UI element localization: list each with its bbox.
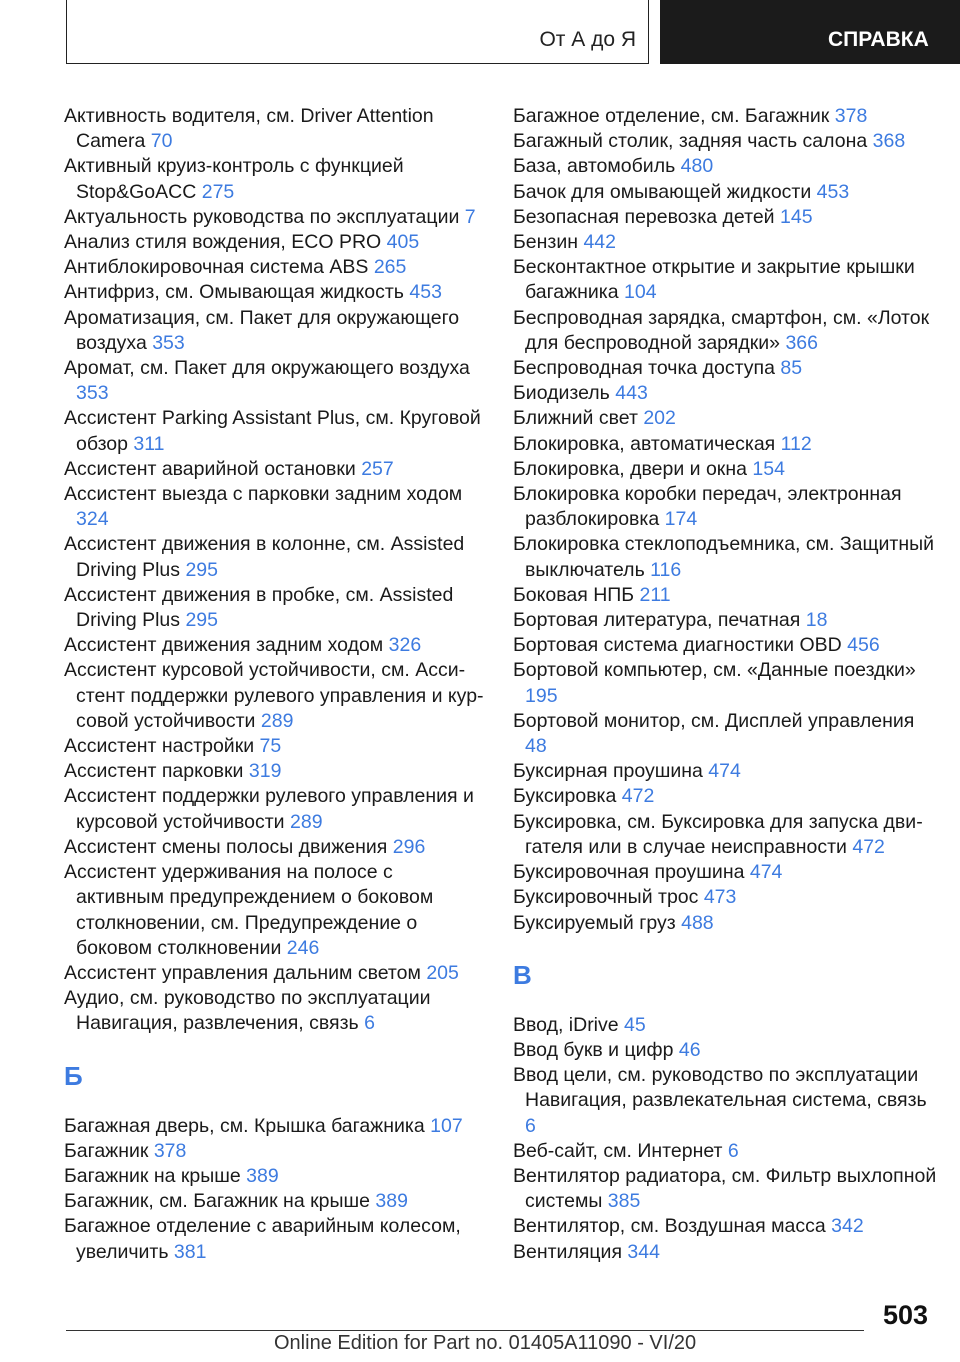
index-entry (513, 381, 938, 406)
page-reference-link[interactable]: 296 (392, 835, 426, 858)
page-reference-link[interactable]: 488 (681, 911, 714, 934)
page-reference-link[interactable]: 456 (847, 634, 880, 657)
page-reference-link[interactable]: 389 (375, 1190, 408, 1213)
index-entry (64, 457, 484, 482)
index-entry-term: Блокировка коробки передач, электронная разблокировка (513, 483, 902, 531)
index-entry (513, 457, 938, 482)
page-reference-link[interactable]: 472 (621, 785, 655, 808)
page-reference-link[interactable]: 116 (650, 558, 682, 581)
index-entry-term: Буксировочный трос (513, 886, 704, 909)
index-entry (513, 759, 938, 784)
index-entry-term: База, автомобиль (513, 155, 681, 178)
index-entry (513, 860, 938, 885)
index-entry (64, 986, 484, 1036)
page-reference-link[interactable]: 295 (185, 609, 218, 632)
page-reference-link[interactable]: 368 (872, 130, 906, 153)
index-entry-term: Бортовая система диагностики OBD (513, 634, 848, 657)
page-reference-link[interactable]: 202 (643, 407, 676, 430)
index-entry-term: Бензин (513, 231, 584, 254)
page-reference-link[interactable]: 85 (780, 357, 803, 380)
index-entry-term: Ассистент поддержки рулевого управления и курсовой устойчивости (64, 785, 474, 833)
index-entry (513, 583, 938, 608)
page-reference-link[interactable]: 480 (680, 155, 714, 178)
index-entry (513, 432, 938, 457)
index-entry (513, 1240, 938, 1265)
index-entry (513, 911, 938, 936)
page-reference-link[interactable]: 295 (185, 558, 218, 581)
index-entry (64, 784, 484, 834)
page-reference-link[interactable]: 48 (525, 735, 547, 758)
page-reference-link[interactable]: 326 (388, 634, 422, 657)
page-reference-link[interactable]: 473 (703, 886, 737, 909)
page-reference-link[interactable]: 246 (286, 936, 320, 959)
index-entry (64, 406, 484, 456)
index-entry (64, 1189, 484, 1214)
page-reference-link[interactable]: 265 (373, 256, 407, 279)
index-entry-term: Блокировка, двери и окна (513, 457, 753, 480)
index-entry (64, 104, 484, 154)
page-reference-link[interactable]: 289 (260, 709, 294, 732)
index-entry (513, 1038, 938, 1063)
index-entry-term: Ароматизация, см. Пакет для окружающего воздуха (64, 306, 460, 354)
page-reference-link[interactable]: 453 (816, 180, 850, 203)
page-reference-link[interactable]: 6 (364, 1012, 375, 1035)
header-chapter-title: СПРАВКА (828, 28, 929, 51)
index-entry (64, 532, 484, 582)
index-entry-term: Багажный столик, задняя часть салона (513, 130, 873, 153)
page-reference-link[interactable]: 107 (430, 1114, 463, 1137)
index-entry (513, 1013, 938, 1038)
index-entry (64, 835, 484, 860)
index-entry-term: Ассистент движения в пробке, см. Assisted Driving Plus (64, 583, 454, 632)
index-entry-term: Актуальность руководства по эксплуатации (64, 205, 465, 228)
index-entry-term: Биодизель (513, 382, 616, 405)
page-reference-link[interactable]: 472 (852, 835, 885, 858)
index-entry (513, 154, 938, 179)
page-reference-link[interactable]: 378 (834, 105, 868, 127)
index-entry (513, 1063, 938, 1139)
index-entry (513, 1139, 938, 1164)
page-reference-link[interactable]: 474 (749, 861, 783, 884)
index-entry-term: Ввод цели, см. руководство по эксплуатации Навигация, развлекательная система, связь (513, 1064, 927, 1112)
index-entry-term: Ввод букв и цифр (513, 1038, 679, 1061)
index-entry (64, 759, 484, 784)
index-entry (513, 482, 938, 532)
page-reference-link[interactable]: 154 (752, 457, 785, 480)
index-entry-term: Буксировка (513, 785, 622, 808)
page-reference-link[interactable]: 385 (607, 1190, 641, 1213)
index-entry-term: Блокировка стеклоподъемника, см. Защитный выключатель (513, 533, 935, 581)
header-chapter-tab (660, 0, 960, 64)
page-reference-link[interactable]: 6 (525, 1114, 536, 1137)
page-reference-link[interactable]: 75 (259, 735, 282, 758)
index-entry-term: Вентилятор радиатора, см. Фильтр выхлопной системы (513, 1164, 937, 1213)
index-entry-term: Багажник (64, 1139, 154, 1162)
index-entry-term: Аудио, см. руководство по эксплуатации Навигация, развлечения, связь (64, 987, 431, 1035)
index-entry (513, 1214, 938, 1239)
footer-edition-text: Online Edition for Part no. 01405A11090 - VI/20 (274, 1332, 697, 1354)
index-entry-term: Безопасная перевозка детей (513, 205, 780, 228)
header-section-title: От А до Я (539, 28, 636, 51)
page-reference-link[interactable]: 474 (708, 760, 741, 783)
index-entry-term: Беспроводная зарядка, смартфон, см. «Лоток для беспроводной зарядки» (513, 306, 930, 354)
section-letter-heading: Б (64, 1060, 83, 1091)
index-entry (513, 1164, 938, 1214)
index-entry (513, 784, 938, 809)
index-entry (64, 306, 484, 356)
index-entry-term: Багажная дверь, см. Крышка багажника (64, 1114, 431, 1137)
footer-divider (66, 1330, 864, 1331)
page-reference-link[interactable]: 195 (525, 684, 558, 707)
index-entry (513, 255, 938, 305)
page-reference-link[interactable]: 7 (464, 205, 476, 228)
index-entry-term: Ассистент курсовой устойчивости, см. Ассистент поддержки рулевого управления и курсовой устойчивости (64, 659, 484, 732)
index-entry-term: Буксировочная проушина (513, 861, 750, 884)
index-entry (513, 306, 938, 356)
index-entry-term: Ассистент аварийной остановки (64, 457, 362, 480)
index-entry-term: Багажник, см. Багажник на крыше (64, 1190, 376, 1213)
index-entry-term: Ассистент управления дальним светом (64, 961, 427, 984)
page-reference-link[interactable]: 342 (831, 1215, 864, 1238)
page-reference-link[interactable]: 18 (805, 609, 828, 632)
index-entry (64, 583, 484, 633)
index-entry-term: Беспроводная точка доступа (513, 357, 781, 380)
page-reference-link[interactable]: 145 (780, 205, 813, 228)
index-entry-term: Активный круиз-контроль с функцией Stop&GoACC (64, 155, 404, 203)
index-entry-term: Ассистент настройки (64, 735, 260, 758)
index-entry (513, 885, 938, 910)
index-entry-term: Багажник на крыше (64, 1164, 247, 1187)
index-entry (513, 180, 938, 205)
page-reference-link[interactable]: 381 (173, 1240, 207, 1263)
index-entry-term: Буксируемый груз (513, 911, 682, 934)
index-entry-term: Ассистент удерживания на полосе с активным предупреждением о боковом столкновении, см. Предупреждение о боковом столкновении (64, 861, 434, 959)
index-entry-term: Ввод, iDrive (513, 1013, 625, 1036)
page-reference-link[interactable]: 45 (624, 1013, 646, 1036)
page-number: 503 (882, 1300, 928, 1330)
index-column-left (64, 104, 484, 1265)
page-reference-link[interactable]: 211 (639, 583, 671, 606)
index-entry-term: Ассистент Parking Assistant Plus, см. Круговой обзор (64, 407, 481, 455)
index-entry-term: Буксирная проушина (513, 760, 709, 783)
index-entry (64, 1139, 484, 1164)
index-column-right (513, 104, 938, 1265)
index-entry-term: Бесконтактное открытие и закрытие крышки багажника (513, 256, 915, 304)
index-entry (64, 230, 484, 255)
page-reference-link[interactable]: 70 (150, 130, 173, 153)
index-entry (513, 406, 938, 431)
index-entry (64, 658, 484, 734)
page-reference-link[interactable]: 257 (361, 457, 394, 480)
index-entry (513, 230, 938, 255)
index-entry (513, 608, 938, 633)
index-entry (513, 104, 938, 129)
page-reference-link[interactable]: 389 (246, 1164, 279, 1187)
index-entry (513, 205, 938, 230)
index-entry-term: Аромат, см. Пакет для окружающего воздуха (64, 357, 470, 380)
index-entry (64, 1214, 484, 1264)
index-entry-term: Антиблокировочная система ABS (64, 256, 374, 279)
index-entry (64, 1114, 484, 1139)
index-entry (64, 280, 484, 305)
page-reference-link[interactable]: 311 (133, 432, 165, 455)
page-reference-link[interactable]: 353 (76, 382, 109, 405)
page-reference-link[interactable]: 405 (386, 231, 420, 254)
index-entry (64, 482, 484, 532)
page-reference-link[interactable]: 275 (201, 180, 235, 203)
page-reference-link[interactable]: 112 (780, 432, 812, 455)
index-entry-term: Бачок для омывающей жидкости (513, 180, 817, 203)
index-entry-term: Вентиляция (513, 1240, 628, 1263)
index-entry-term: Ассистент выезда с парковки задним ходом (64, 483, 463, 506)
page-reference-link[interactable]: 442 (583, 231, 616, 254)
index-entry-term: Буксировка, см. Буксировка для запуска двигателя или в случае неисправности (513, 810, 923, 858)
page-reference-link[interactable]: 453 (409, 281, 442, 304)
index-entry (64, 255, 484, 280)
index-entry (513, 658, 938, 708)
index-entry-term: Ассистент парковки (64, 760, 249, 783)
page-reference-link[interactable]: 443 (615, 382, 648, 405)
page-reference-link[interactable]: 319 (248, 760, 282, 783)
section-letter-heading: В (513, 959, 532, 990)
index-entry-term: Бортовой компьютер, см. «Данные поездки» (513, 659, 916, 682)
index-entry-term: Ассистент движения в колонне, см. Assisted Driving Plus (64, 533, 465, 581)
index-entry (64, 734, 484, 759)
page-reference-link[interactable]: 324 (76, 508, 109, 531)
page-reference-link[interactable]: 6 (727, 1139, 739, 1162)
page-reference-link[interactable]: 344 (627, 1240, 660, 1263)
page-reference-link[interactable]: 174 (664, 508, 698, 531)
index-entry-term: Багажное отделение, см. Багажник (513, 105, 835, 127)
page-reference-link[interactable]: 104 (624, 281, 657, 304)
index-entry (64, 860, 484, 961)
index-entry (64, 356, 484, 406)
index-entry-term: Веб-сайт, см. Интернет (513, 1139, 728, 1162)
index-entry (513, 633, 938, 658)
index-entry (64, 1164, 484, 1189)
index-entry-term: Ассистент движения задним ходом (64, 634, 389, 657)
index-entry (513, 709, 938, 759)
index-entry (64, 154, 484, 204)
index-entry-term: Ближний свет (513, 407, 644, 430)
index-entry-term: Боковая НПБ (513, 583, 640, 606)
index-entry-term: Блокировка, автоматическая (513, 432, 781, 455)
page-reference-link[interactable]: 366 (785, 331, 818, 354)
index-entry-term: Бортовая литература, печатная (513, 609, 806, 632)
page-reference-link[interactable]: 353 (152, 331, 185, 354)
page-reference-link[interactable]: 378 (153, 1139, 187, 1162)
index-entry-term: Антифриз, см. Омывающая жидкость (64, 281, 410, 304)
index-entry (513, 129, 938, 154)
index-entry (64, 961, 484, 986)
index-entry (513, 810, 938, 860)
index-entry (64, 205, 484, 230)
index-entry-term: Вентилятор, см. Воздушная масса (513, 1215, 832, 1238)
index-entry-term: Активность водителя, см. Driver Attention Camera (64, 105, 434, 153)
index-entry (513, 532, 938, 582)
page-reference-link[interactable]: 205 (426, 961, 459, 984)
index-entry-term: Бортовой монитор, см. Дисплей управления (513, 709, 915, 732)
index-entry-term: Ассистент смены полосы движения (64, 835, 393, 858)
header-section-tab (66, 0, 649, 64)
index-entry-term: Анализ стиля вождения, ECO PRO (64, 231, 387, 254)
index-entry (64, 633, 484, 658)
index-entry (513, 356, 938, 381)
page-reference-link[interactable]: 289 (290, 810, 323, 833)
index-entry-term: Багажное отделение с аварийным колесом, увеличить (64, 1215, 461, 1263)
page-reference-link[interactable]: 46 (678, 1038, 701, 1061)
